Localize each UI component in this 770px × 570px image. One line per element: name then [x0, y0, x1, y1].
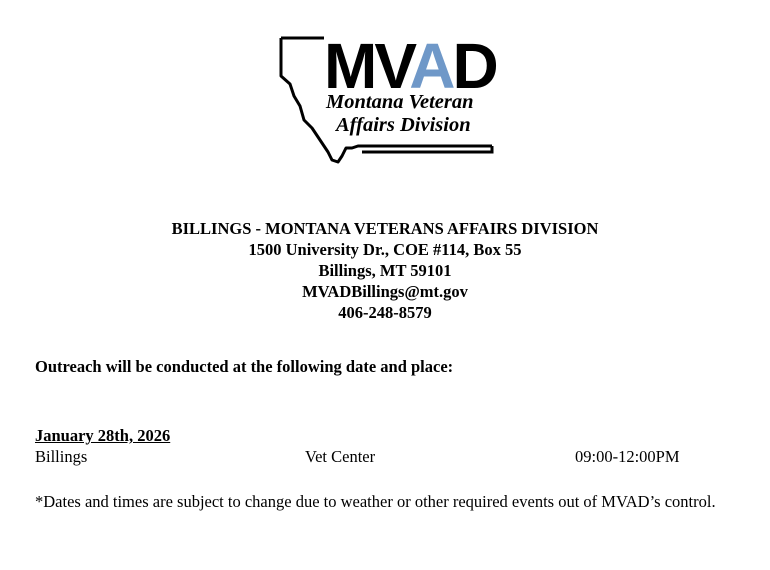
event-time: 09:00-12:00PM	[575, 447, 680, 466]
logo-subtitle-line1: Montana Veteran	[326, 91, 474, 113]
event-place: Vet Center	[305, 447, 376, 466]
office-address-block	[0, 218, 770, 323]
event-city: Billings	[35, 447, 88, 466]
mvad-wordmark: MVAD	[324, 30, 496, 102]
office-phone: 406-248-8579	[338, 303, 432, 322]
mvad-logo	[278, 30, 496, 170]
outreach-intro: Outreach will be conducted at the following date and place:	[35, 357, 454, 376]
event-date: January 28th, 2026	[35, 426, 171, 445]
office-city-state: Billings, MT 59101	[318, 261, 452, 280]
office-email[interactable]: MVADBillings@mt.gov	[302, 282, 468, 301]
disclaimer-note: *Dates and times are subject to change due to weather or other required events out of MVAD’s control.	[35, 492, 716, 511]
logo-subtitle-line2: Affairs Division	[336, 114, 471, 136]
office-street: 1500 University Dr., COE #114, Box 55	[248, 240, 522, 259]
office-name: BILLINGS - MONTANA VETERANS AFFAIRS DIVISION	[171, 219, 599, 238]
